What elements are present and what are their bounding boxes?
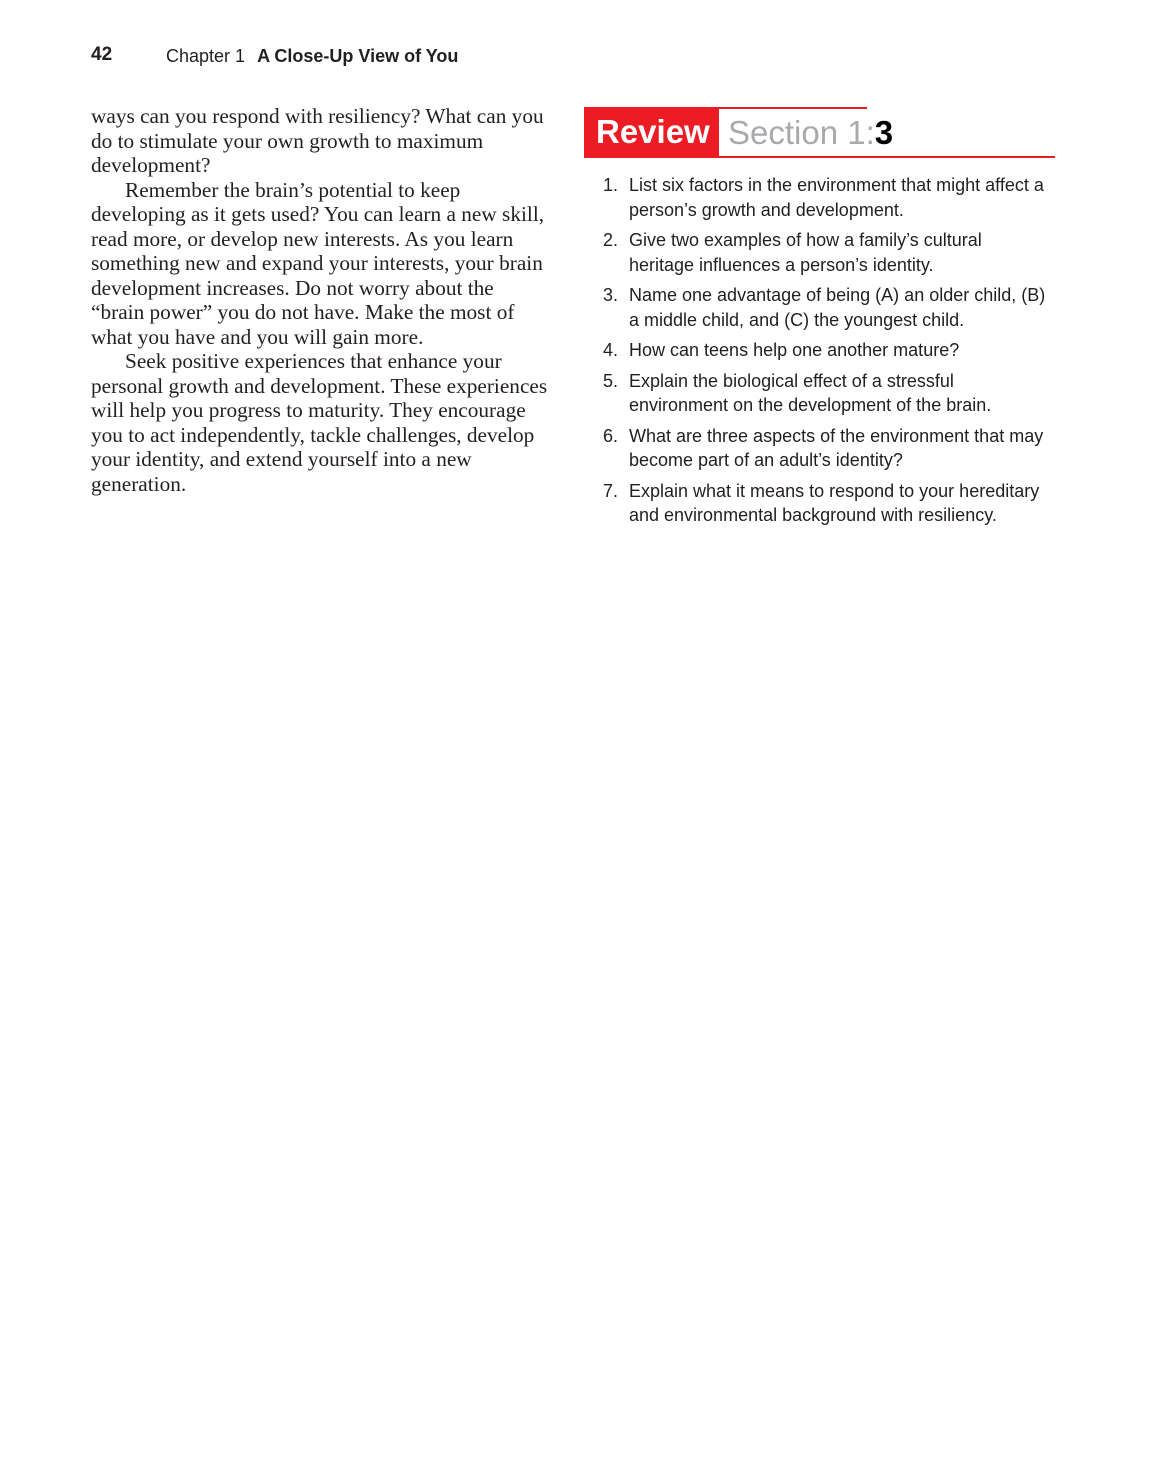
chapter-label	[166, 46, 458, 67]
item-number: 1.	[603, 175, 619, 195]
review-label: Review	[596, 113, 710, 150]
item-text: List six factors in the environment that might affect a person’s growth and development.	[629, 175, 1044, 220]
item-text: Explain the biological effect of a stressful environment on the development of the brain.	[629, 370, 992, 415]
item-number: 2.	[603, 230, 619, 250]
section-prefix: Section 1:	[728, 114, 875, 151]
list-item	[600, 283, 1050, 332]
paragraph: Remember the brain’s potential to keep developing as it gets used? You can learn a new skill, read more, or develop new interests. As you learn something new and expand your interests, your brain development increases. Do not worry about the “brain power” you do not have. Make the most of what you have and you will gain more.	[91, 177, 545, 349]
divider	[719, 156, 1055, 158]
item-number: 6.	[603, 425, 619, 446]
item-text: How can teens help one another mature?	[629, 340, 960, 360]
item-number: 5.	[603, 370, 619, 391]
item-text: Explain what it means to respond to your hereditary and environmental background with resiliency.	[629, 480, 1040, 525]
list-item	[600, 338, 1050, 363]
list-item	[600, 424, 1050, 473]
paragraph: ways can you respond with resiliency? What can you do to stimulate your own growth to maximum development?	[91, 104, 544, 177]
item-text: What are three aspects of the environment that may become part of an adult’s identity?	[629, 425, 1044, 470]
section-title	[728, 114, 893, 152]
page-number: 42	[91, 44, 113, 65]
item-number: 7.	[603, 480, 619, 501]
item-number: 3.	[603, 285, 619, 305]
item-text: Give two examples of how a family’s cultural heritage influences a person’s identity.	[629, 230, 982, 275]
list-item	[600, 369, 1050, 418]
paragraph: Seek positive experiences that enhance your personal growth and development. These experiences will help you progress to maturity. They encourage you to act independently, tackle challenges, develop your identity, and extend yourself into a new generation.	[91, 349, 548, 496]
list-item	[600, 228, 1050, 277]
list-item	[600, 173, 1050, 222]
chapter-number: Chapter 1	[166, 46, 246, 66]
body-text	[91, 104, 551, 496]
divider	[719, 107, 867, 109]
section-number: 3	[874, 114, 894, 151]
list-item	[600, 479, 1050, 528]
item-text: Name one advantage of being (A) an older child, (B) a middle child, and (C) the youngest child.	[629, 285, 1046, 330]
review-questions	[600, 173, 1050, 534]
chapter-title: A Close-Up View of You	[257, 46, 459, 66]
item-number: 4.	[603, 340, 619, 360]
